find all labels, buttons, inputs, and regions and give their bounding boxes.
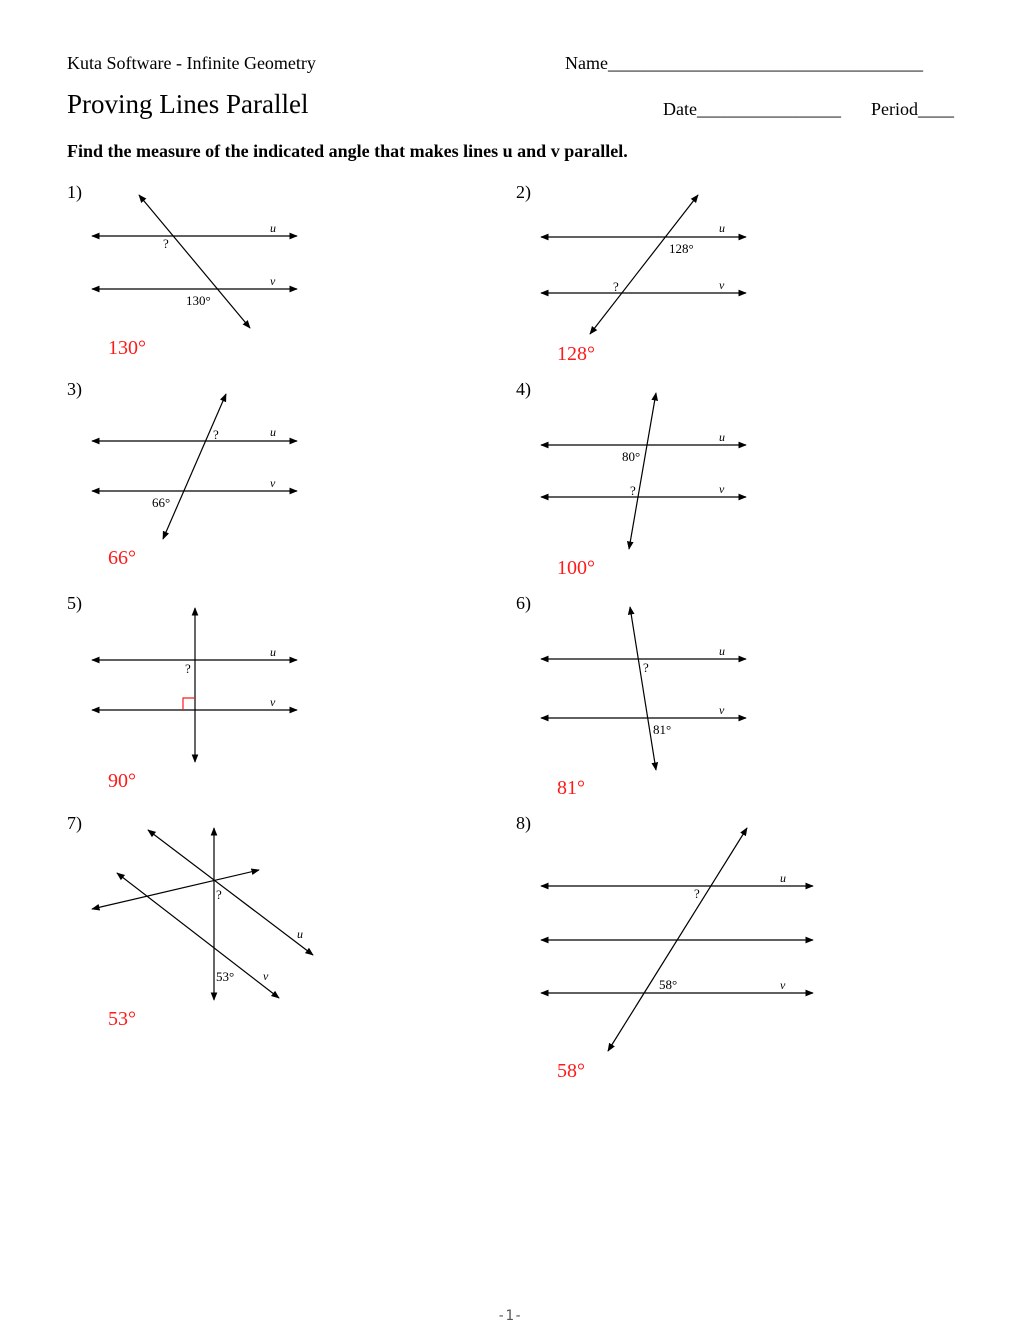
- problem-5-answer: 90°: [108, 770, 136, 792]
- given-angle: 53°: [216, 969, 235, 984]
- problem-3-answer: 66°: [108, 547, 136, 569]
- label-u: u: [719, 430, 725, 444]
- label-u: u: [297, 927, 303, 941]
- given-angle: 128°: [669, 241, 694, 256]
- problem-5-number: 5): [67, 593, 82, 613]
- label-v: v: [719, 278, 725, 292]
- label-v: v: [270, 274, 276, 288]
- page-number: -1-: [497, 1308, 523, 1324]
- problem-7-answer: 53°: [108, 1008, 136, 1030]
- label-v: v: [270, 476, 276, 490]
- label-u: u: [270, 425, 276, 439]
- label-u: u: [719, 221, 725, 235]
- unknown-angle: ?: [216, 887, 222, 902]
- problem-2-answer: 128°: [557, 343, 595, 365]
- problem-1-number: 1): [67, 182, 82, 202]
- period-field[interactable]: Period____: [871, 99, 954, 119]
- software-name: Kuta Software - Infinite Geometry: [67, 53, 316, 73]
- given-angle: 66°: [152, 495, 171, 510]
- problem-3-number: 3): [67, 379, 82, 399]
- problem-6-answer: 81°: [557, 777, 585, 799]
- label-u: u: [780, 871, 786, 885]
- label-v: v: [780, 978, 786, 992]
- problem-8-answer: 58°: [557, 1060, 585, 1082]
- problem-8-diagram: [541, 828, 813, 1051]
- label-v: v: [270, 695, 276, 709]
- unknown-angle: ?: [185, 661, 191, 676]
- label-u: u: [270, 645, 276, 659]
- problem-4-number: 4): [516, 379, 531, 399]
- problem-2-number: 2): [516, 182, 531, 202]
- unknown-angle: ?: [213, 427, 219, 442]
- label-v: v: [719, 482, 725, 496]
- unknown-angle: ?: [630, 483, 636, 498]
- label-u: u: [270, 221, 276, 235]
- label-u: u: [719, 644, 725, 658]
- unknown-angle: ?: [643, 660, 649, 675]
- given-angle: 130°: [186, 293, 211, 308]
- problem-1-answer: 130°: [108, 337, 146, 359]
- unknown-angle: ?: [613, 279, 619, 294]
- label-v: v: [719, 703, 725, 717]
- given-angle: 81°: [653, 722, 672, 737]
- given-angle: 58°: [659, 977, 678, 992]
- unknown-angle: ?: [163, 236, 169, 251]
- page-title: Proving Lines Parallel: [67, 89, 309, 119]
- problem-8-number: 8): [516, 813, 531, 833]
- problem-7-number: 7): [67, 813, 82, 833]
- problem-4-answer: 100°: [557, 557, 595, 579]
- given-angle: 80°: [622, 449, 641, 464]
- instructions: Find the measure of the indicated angle that makes lines u and v parallel.: [67, 141, 628, 161]
- label-v: v: [263, 969, 269, 983]
- date-field[interactable]: Date________________: [663, 99, 841, 119]
- name-field[interactable]: Name___________________________________: [565, 53, 923, 73]
- unknown-angle: ?: [694, 886, 700, 901]
- problem-6-number: 6): [516, 593, 531, 613]
